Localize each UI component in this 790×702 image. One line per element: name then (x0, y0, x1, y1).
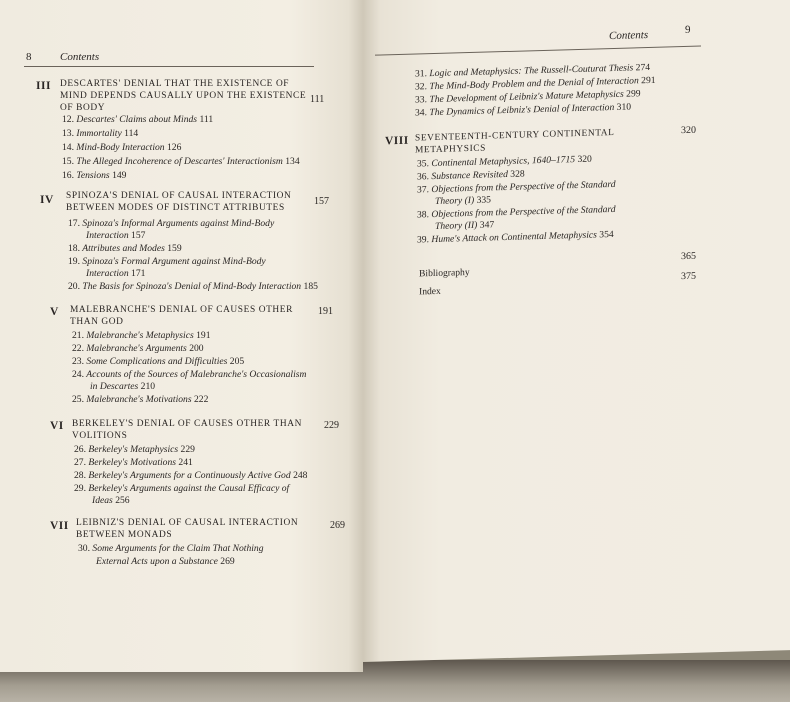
chapter-entry[interactable]: 28. Berkeley's Arguments for a Continuously Active God 248 (74, 470, 308, 481)
part-numeral: III (36, 80, 51, 92)
part-title: BERKELEY'S DENIAL OF CAUSES OTHER THAN VOLITIONS (72, 419, 302, 441)
part-title: MALEBRANCHE'S DENIAL OF CAUSES OTHER THAN GOD (70, 305, 293, 327)
right-running-header: Contents (609, 29, 649, 43)
chapter-entry[interactable]: 27. Berkeley's Motivations 241 (74, 457, 193, 468)
part-page: 191 (318, 306, 333, 317)
chapter-entry[interactable]: 39. Hume's Attack on Continental Metaphysics 354 (417, 228, 614, 246)
chapter-entry[interactable]: 24. Accounts of the Sources of Malebranche's Occasionalism (72, 369, 307, 380)
part-title: SPINOZA'S DENIAL OF CAUSAL INTERACTION BETWEEN MODES OF DISTINCT ATTRIBUTES (66, 191, 292, 213)
chapter-entry[interactable]: 38. Objections from the Perspective of the Standard (417, 203, 616, 221)
chapter-entry[interactable]: 33. The Development of Leibniz's Mature Metaphysics 299 (415, 88, 641, 106)
chapter-entry[interactable]: 21. Malebranche's Metaphysics 191 (72, 330, 211, 341)
chapter-entry[interactable]: 13. Immortality 114 (62, 128, 139, 139)
right-header-rule (375, 46, 701, 56)
chapter-entry[interactable]: 14. Mind-Body Interaction 126 (62, 142, 182, 153)
chapter-entry-continued: in Descartes 210 (90, 381, 156, 392)
left-page (0, 0, 363, 672)
part-page: 320 (681, 124, 696, 137)
chapter-entry[interactable]: 18. Attributes and Modes 159 (68, 243, 182, 254)
chapter-entry[interactable]: 15. The Alleged Incoherence of Descartes' Interactionism 134 (62, 156, 300, 167)
chapter-entry[interactable]: 31. Logic and Metaphysics: The Russell-Couturat Thesis 274 (415, 61, 651, 80)
chapter-entry[interactable]: 34. The Dynamics of Leibniz's Denial of Interaction 310 (415, 101, 632, 119)
chapter-entry[interactable]: 36. Substance Revisited 328 (417, 168, 525, 183)
left-header-rule (24, 66, 314, 67)
chapter-entry[interactable]: 17. Spinoza's Informal Arguments against Mind-Body (68, 218, 275, 229)
chapter-entry-continued: Ideas 256 (92, 495, 130, 506)
chapter-entry[interactable]: 16. Tensions 149 (62, 170, 127, 181)
part-numeral: IV (40, 194, 54, 206)
chapter-entry-continued: Theory (I) 335 (435, 194, 491, 207)
chapter-entry[interactable]: 12. Descartes' Claims about Minds 111 (62, 114, 214, 125)
left-running-header: Contents (60, 51, 100, 63)
part-title: DESCARTES' DENIAL THAT THE EXISTENCE OF MIND DEPENDS CAUSALLY UPON THE EXISTENCE OF BODY (60, 79, 307, 113)
chapter-entry[interactable]: 35. Continental Metaphysics, 1640–1715 320 (417, 153, 592, 170)
part-numeral: VII (50, 520, 69, 532)
chapter-entry-continued: Interaction 157 (86, 230, 146, 241)
part-title: SEVENTEENTH-CENTURY CONTINENTAL METAPHYSICS (415, 127, 615, 156)
right-folio: 9 (685, 23, 691, 37)
index-entry[interactable]: Index (419, 285, 441, 298)
chapter-entry-continued: External Acts upon a Substance 269 (96, 556, 235, 567)
chapter-entry-continued: Theory (II) 347 (435, 219, 495, 232)
part-page: 229 (324, 420, 339, 431)
chapter-entry[interactable]: 23. Some Complications and Difficulties 205 (72, 356, 245, 367)
part-numeral: V (50, 306, 59, 318)
bibliography-entry[interactable]: Bibliography (419, 267, 470, 280)
part-page: 111 (310, 94, 325, 105)
part-page: 269 (330, 520, 345, 531)
index-page: 375 (681, 270, 696, 283)
chapter-entry-continued: Interaction 171 (86, 268, 146, 279)
chapter-entry[interactable]: 29. Berkeley's Arguments against the Causal Efficacy of (74, 483, 290, 494)
chapter-entry[interactable]: 25. Malebranche's Motivations 222 (72, 394, 209, 405)
part-numeral: VI (50, 420, 64, 432)
part-numeral: VIII (385, 134, 409, 148)
left-folio: 8 (26, 51, 32, 63)
chapter-entry[interactable]: 32. The Mind-Body Problem and the Denial of Interaction 291 (415, 74, 656, 93)
chapter-entry[interactable]: 30. Some Arguments for the Claim That Nothing (78, 543, 264, 554)
chapter-entry[interactable]: 19. Spinoza's Formal Argument against Mind-Body (68, 256, 266, 267)
chapter-entry[interactable]: 37. Objections from the Perspective of the Standard (417, 178, 616, 196)
right-page (363, 0, 790, 662)
chapter-entry[interactable]: 26. Berkeley's Metaphysics 229 (74, 444, 195, 455)
chapter-entry[interactable]: 22. Malebranche's Arguments 200 (72, 343, 204, 354)
part-page: 157 (314, 196, 329, 207)
part-title: LEIBNIZ'S DENIAL OF CAUSAL INTERACTION BETWEEN MONADS (76, 518, 299, 540)
bibliography-page: 365 (681, 250, 696, 263)
chapter-entry[interactable]: 20. The Basis for Spinoza's Denial of Mind-Body Interaction 185 (68, 281, 318, 292)
